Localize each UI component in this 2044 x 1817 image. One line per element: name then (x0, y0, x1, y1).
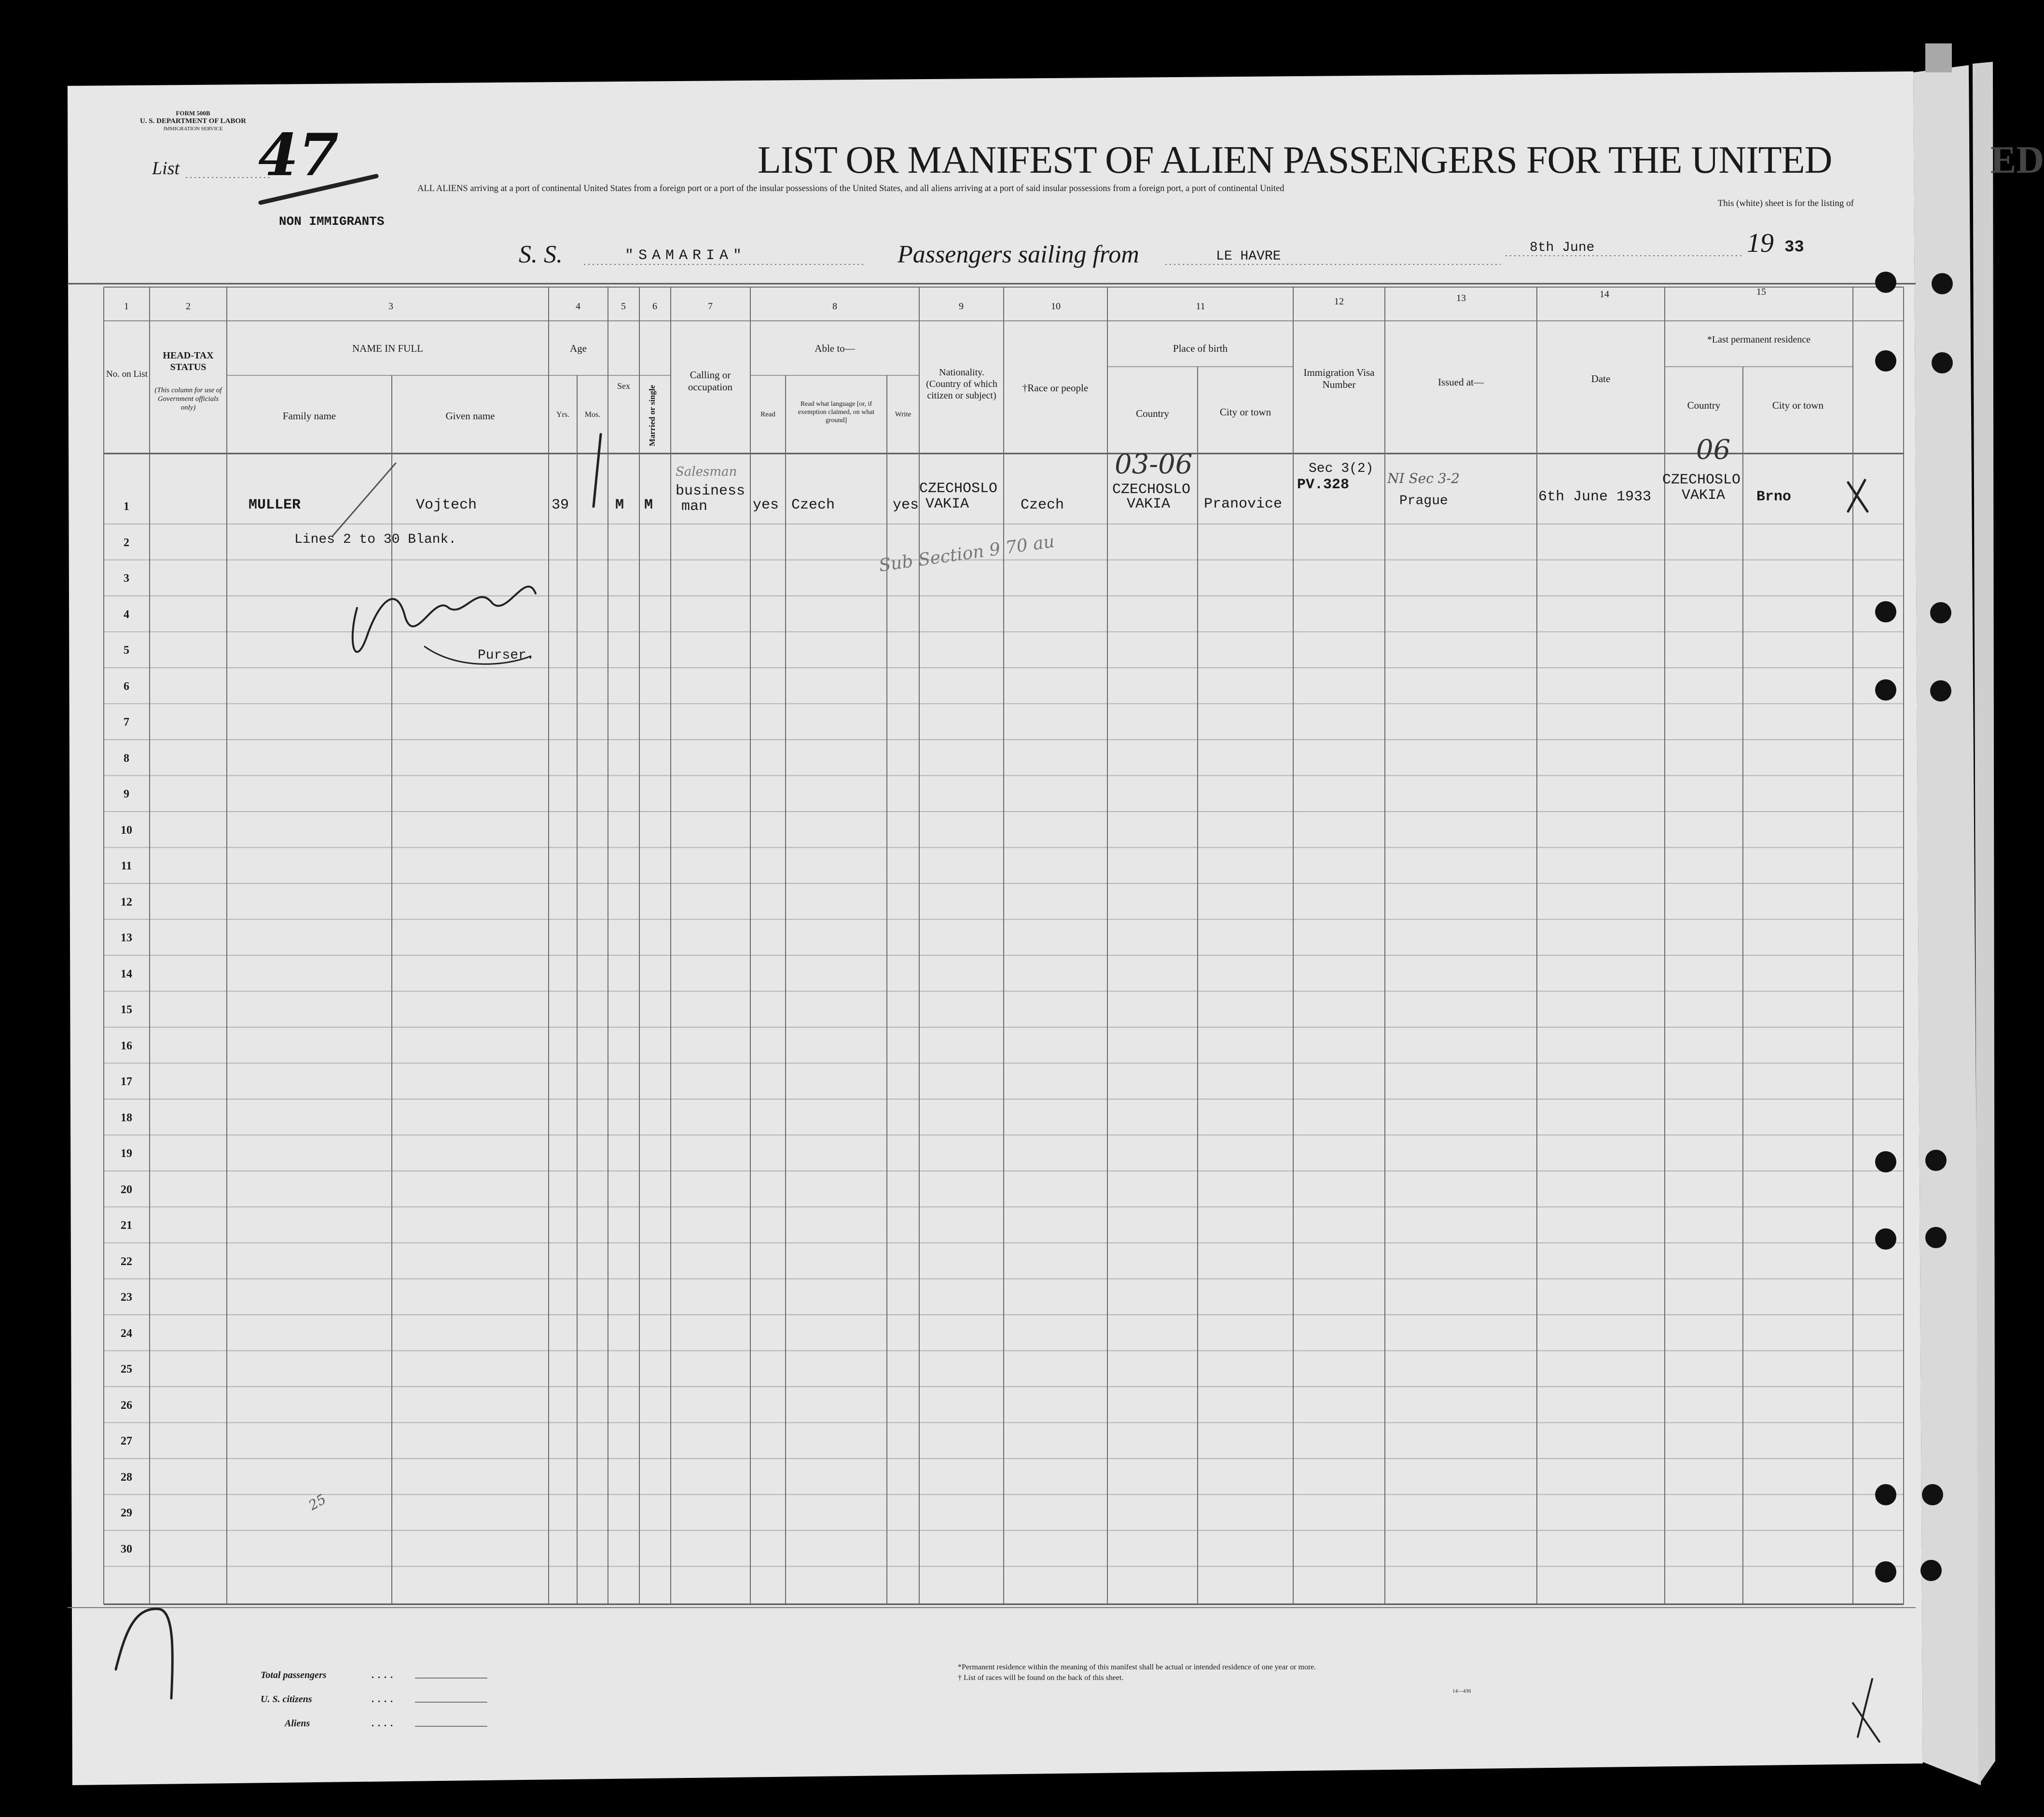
issued-at: Prague (1399, 494, 1448, 509)
row-number: 12 (121, 895, 132, 908)
sailing-date: 8th June (1530, 240, 1595, 255)
col-birth-country: Country (1136, 408, 1169, 419)
row-number: 18 (121, 1111, 132, 1124)
handwritten-visa-note: NI Sec 3-2 (1387, 470, 1460, 486)
col-head-tax: HEAD-TAX STATUS (163, 350, 214, 372)
birth-country-line2: VAKIA (1127, 496, 1171, 512)
row-number: 22 (121, 1255, 132, 1268)
row-number: 4 (124, 608, 129, 621)
race-footnote: † List of races will be found on the back of this sheet. (958, 1674, 1124, 1682)
handwritten-residence-code: 06 (1696, 434, 1731, 466)
form-code: 14—436 (1452, 1688, 1471, 1694)
nationality-line2: VAKIA (925, 496, 969, 512)
row-number: 27 (121, 1435, 132, 1447)
next-page-strip (1913, 65, 1981, 1785)
row-number: 28 (121, 1471, 132, 1484)
row-number: 19 (121, 1147, 132, 1160)
col-visa-number: Immigration Visa Number (1303, 367, 1375, 391)
row-number: 17 (121, 1075, 132, 1088)
residence-country-line2: VAKIA (1682, 487, 1726, 504)
row-number: 7 (124, 716, 129, 729)
calling-line1: business (676, 483, 746, 499)
sheet-note: This (white) sheet is for the listing of (1717, 198, 1854, 208)
blank-lines-note: Lines 2 to 30 Blank. (294, 532, 457, 547)
row-number: 6 (124, 680, 129, 693)
row-number: 16 (121, 1039, 132, 1052)
row-number: 8 (124, 752, 129, 765)
total-passengers-label: Total passengers (261, 1670, 327, 1680)
col-age: Age (570, 343, 587, 354)
col-issued-at: Issued at— (1437, 376, 1484, 388)
read-language: Czech (791, 497, 835, 513)
row-number: 14 (121, 967, 132, 980)
col-last-residence: *Last permanent residence (1707, 334, 1811, 345)
col-read: Read (760, 411, 775, 418)
col-res-country: Country (1687, 399, 1721, 411)
aliens-dots: .... (372, 1718, 397, 1729)
col-married: Married or single (648, 385, 657, 446)
col-head-tax-note: (This column for use of Government officials only) (154, 386, 222, 412)
manifest-subtitle: ALL ALIENS arriving at a port of continental United States from a foreign port or a port of the insular possessions of the United States, and all aliens arriving at a port of said insular possessions from a foreign port, a port of continental United (417, 184, 1284, 193)
row-number: 5 (124, 644, 129, 657)
ss-label: S. S. (519, 241, 563, 268)
col-date: Date (1591, 373, 1611, 385)
col-given-name: Given name (445, 410, 495, 422)
row-number: 25 (121, 1363, 132, 1376)
age-years: 39 (552, 497, 569, 513)
col-calling: Calling or occupation (688, 369, 733, 393)
row-number: 30 (121, 1542, 132, 1555)
col-able-to: Able to— (815, 343, 855, 354)
col-nationality: Nationality. (Country of which citizen or subject) (926, 367, 997, 401)
row-number: 26 (121, 1399, 132, 1412)
total-dots: .... (372, 1670, 397, 1680)
row-number: 24 (121, 1327, 132, 1340)
aliens-label: Aliens (285, 1718, 310, 1729)
year-prefix: 19 (1747, 228, 1774, 258)
col-sex: Sex (617, 381, 630, 391)
row-number: 2 (124, 536, 129, 549)
us-citizens-label: U. S. citizens (261, 1694, 312, 1705)
calling-line2: man (681, 498, 708, 515)
row-number: 1 (124, 500, 129, 513)
row-number: 13 (121, 932, 132, 944)
visa-date: 6th June 1933 (1538, 489, 1652, 505)
sailing-label: Passengers sailing from (898, 241, 1139, 268)
family-name: MULLER (249, 497, 301, 513)
ship-name: "SAMARIA" (625, 248, 747, 264)
department-label: U. S. DEPARTMENT OF LABOR (139, 117, 247, 125)
row-number: 20 (121, 1183, 132, 1196)
visa-number: PV.328 (1297, 477, 1350, 493)
row-number: 21 (121, 1219, 132, 1232)
row-number: 3 (124, 572, 129, 585)
list-label: List (152, 158, 180, 179)
birth-country-line1: CZECHOSLO (1112, 482, 1191, 498)
row-number: 9 (124, 788, 129, 800)
manifest-title: LIST OR MANIFEST OF ALIEN PASSENGERS FOR THE UNITED (758, 139, 1832, 181)
nationality-line1: CZECHOSLO (919, 481, 998, 497)
residence-city: Brno (1756, 489, 1792, 505)
row-number: 29 (121, 1507, 132, 1519)
residence-footnote: *Permanent residence within the meaning of this manifest shall be actual or intended residence of one year or more. (958, 1663, 1316, 1671)
col-birth-city: City or town (1219, 406, 1271, 418)
col-place-of-birth: Place of birth (1173, 343, 1228, 354)
col-age-mos: Mos. (584, 411, 601, 419)
handwritten-birth-code: 03-06 (1115, 449, 1193, 480)
birth-city: Pranovice (1204, 496, 1283, 512)
handwritten-calling: Salesman (676, 465, 737, 479)
given-name: Vojtech (416, 497, 477, 513)
residence-country-line1: CZECHOSLO (1662, 472, 1741, 488)
col-write: Write (895, 411, 912, 418)
col-name-in-full: NAME IN FULL (352, 343, 423, 354)
col-age-yrs: Yrs. (556, 411, 570, 419)
marital-status: M (644, 497, 653, 513)
race: Czech (1021, 497, 1064, 513)
can-write: yes (893, 497, 919, 513)
purser-label: Purser. (478, 648, 535, 663)
col-family-name: Family name (282, 410, 336, 422)
row-number: 23 (121, 1291, 132, 1304)
list-number: 47 (258, 121, 339, 189)
row-number: 11 (121, 860, 132, 872)
manifest-paper (68, 71, 1923, 1785)
col-read-language: Read what language [or, if exemption claimed, on what ground] (798, 400, 875, 424)
col-race: †Race or people (1022, 382, 1089, 394)
service-label: IMMIGRATION SERVICE (163, 126, 223, 132)
row-number: 10 (121, 824, 132, 837)
col-res-city: City or town (1772, 399, 1824, 411)
can-read: yes (753, 497, 779, 513)
next-page-title-fragment: ED (1990, 139, 2044, 181)
handwritten-row29-mark: 25 (305, 1491, 329, 1514)
row-number: 15 (121, 1004, 132, 1016)
handwritten-stamp: Sub Section 9 70 au (877, 531, 1056, 576)
sex: M (615, 497, 624, 513)
form-number: FORM 500B (176, 110, 210, 117)
departure-port: LE HAVRE (1216, 249, 1281, 264)
col-no-on-list: No. on List (106, 369, 148, 379)
year-suffix: 33 (1784, 238, 1804, 257)
visa-section: Sec 3(2) (1309, 461, 1374, 476)
category-label: NON IMMIGRANTS (279, 214, 385, 229)
citizens-dots: .... (372, 1694, 397, 1705)
